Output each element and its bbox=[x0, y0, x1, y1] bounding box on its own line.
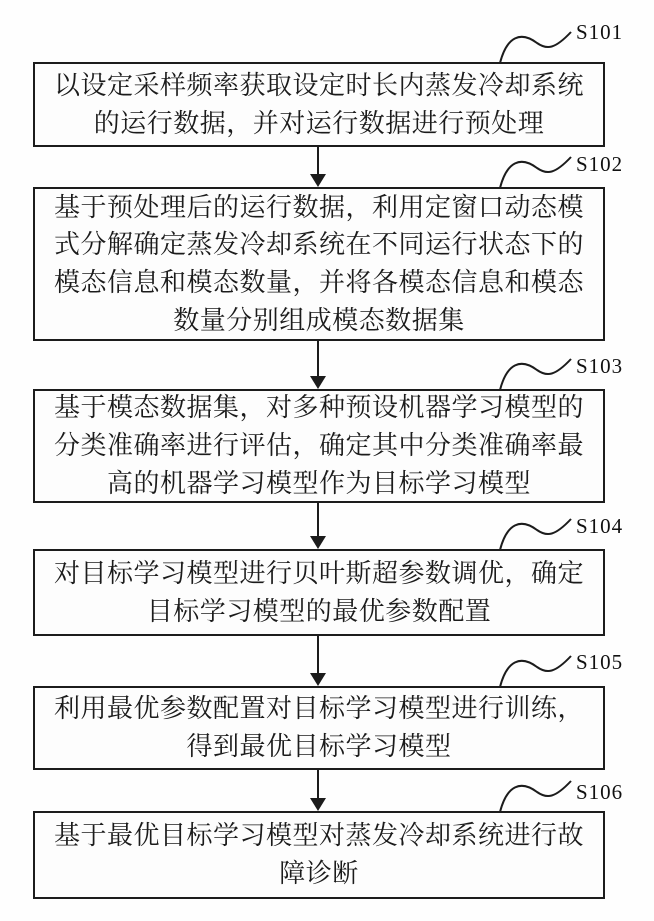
process-box-s106 bbox=[33, 811, 605, 899]
step-label-s102: S102 bbox=[576, 152, 624, 176]
label-leader-curve-s104 bbox=[497, 515, 575, 551]
step-label-s106: S106 bbox=[576, 780, 624, 804]
flow-arrow-3 bbox=[309, 503, 327, 549]
arrow-shaft bbox=[317, 147, 319, 174]
process-text-s106: 基于最优目标学习模型对蒸发冷却系统进行故障诊断 bbox=[53, 821, 584, 888]
arrow-head-icon bbox=[310, 673, 326, 686]
process-box-s101 bbox=[33, 62, 605, 147]
arrow-head-icon bbox=[310, 798, 326, 811]
flow-arrow-2 bbox=[309, 341, 327, 389]
process-text-s105: 利用最优参数配置对目标学习模型进行训练，得到最优目标学习模型 bbox=[53, 694, 584, 761]
label-leader-curve-s103 bbox=[497, 355, 575, 391]
process-text-s104: 对目标学习模型进行贝叶斯超参数调优，确定目标学习模型的最优参数配置 bbox=[53, 558, 584, 626]
arrow-head-icon bbox=[310, 174, 326, 187]
process-box-s103 bbox=[33, 389, 605, 503]
process-box-s105 bbox=[33, 686, 605, 770]
process-box-s104 bbox=[33, 549, 605, 636]
process-text-s103: 基于模态数据集，对多种预设机器学习模型的分类准确率进行评估，确定其中分类准确率最高的机器学习模型作为目标学习模型 bbox=[53, 393, 584, 498]
step-label-s104: S104 bbox=[576, 514, 624, 538]
flow-arrow-1 bbox=[309, 147, 327, 187]
label-leader-curve-s106 bbox=[497, 777, 575, 813]
step-label-s101: S101 bbox=[576, 20, 624, 44]
label-leader-curve-s102 bbox=[497, 153, 575, 189]
arrow-head-icon bbox=[310, 536, 326, 549]
arrow-shaft bbox=[317, 503, 319, 536]
process-text-s101: 以设定采样频率获取设定时长内蒸发冷却系统的运行数据，并对运行数据进行预处理 bbox=[53, 70, 584, 138]
step-label-s103: S103 bbox=[576, 354, 624, 378]
flow-arrow-5 bbox=[309, 770, 327, 811]
arrow-shaft bbox=[317, 636, 319, 673]
label-leader-curve-s101 bbox=[497, 28, 575, 64]
arrow-head-icon bbox=[310, 376, 326, 389]
label-leader-curve-s105 bbox=[497, 652, 575, 688]
flow-arrow-4 bbox=[309, 636, 327, 686]
process-box-s102 bbox=[33, 187, 605, 341]
process-text-s102: 基于预处理后的运行数据，利用定窗口动态模式分解确定蒸发冷却系统在不同运行状态下的模态信息和模态数量，并将各模态信息和模态数量分别组成模态数据集 bbox=[53, 192, 584, 335]
step-label-s105: S105 bbox=[576, 650, 624, 674]
arrow-shaft bbox=[317, 341, 319, 376]
arrow-shaft bbox=[317, 770, 319, 798]
